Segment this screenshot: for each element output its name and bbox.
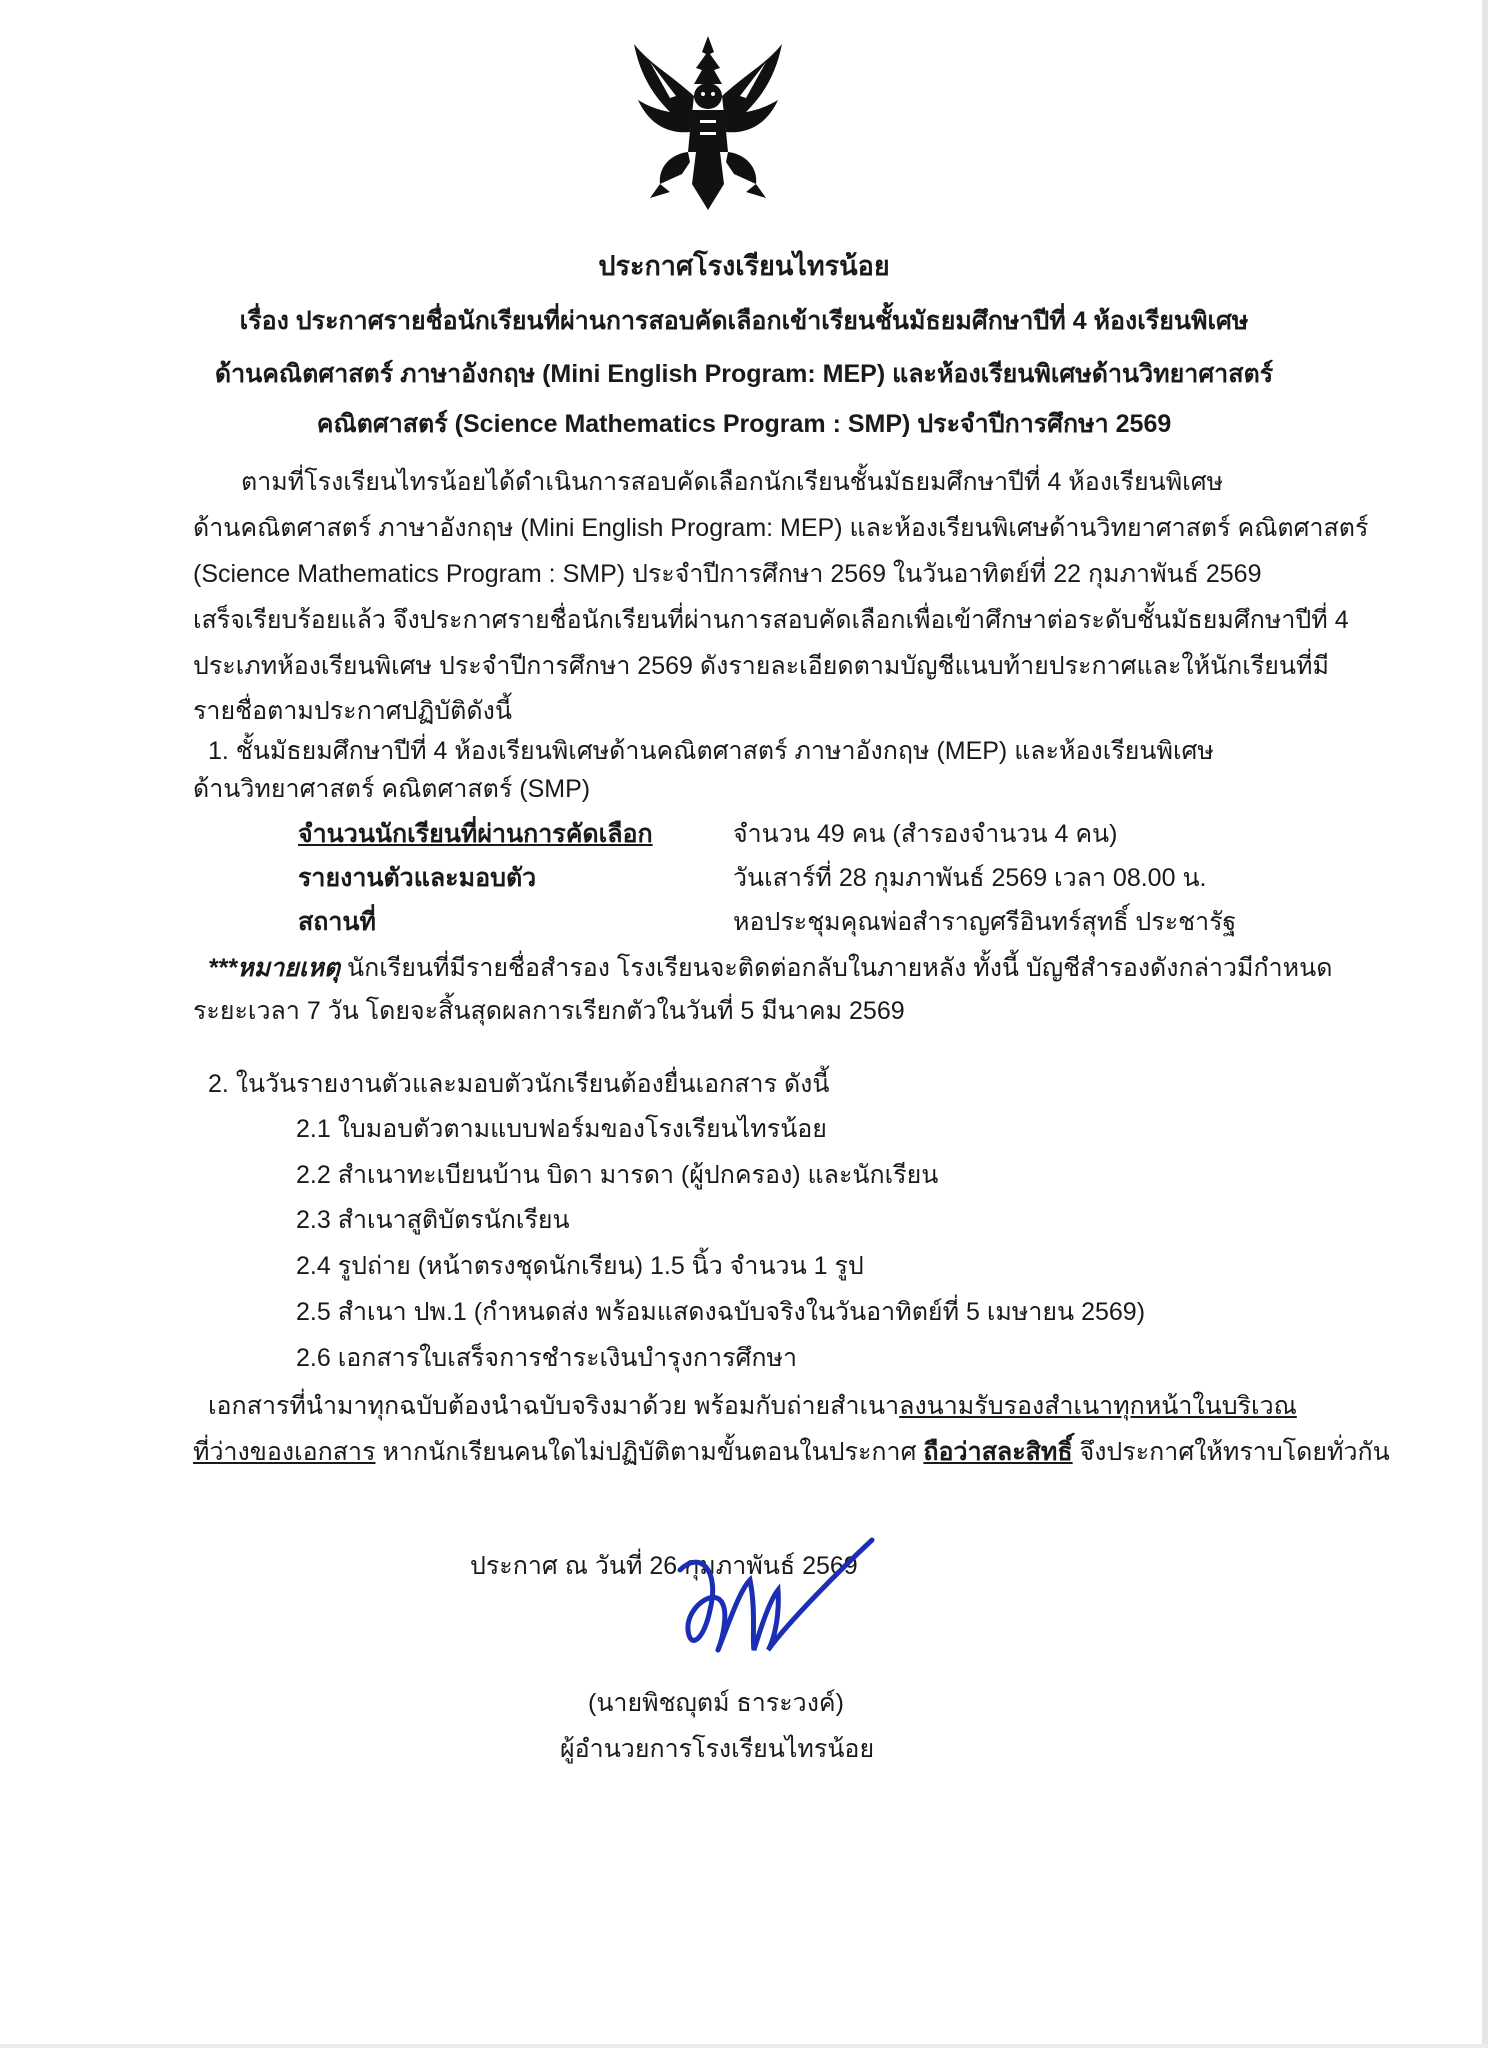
subject-line: เรื่อง ประกาศรายชื่อนักเรียนที่ผ่านการสอบคัดเลือกเข้าเรียนชั้นมัธยมศึกษาปีที่ 4 ห้องเรียนพิเศษ xyxy=(239,307,1249,335)
document-item: 2.2 สำเนาทะเบียนบ้าน บิดา มารดา (ผู้ปกครอง) และนักเรียน xyxy=(296,1161,939,1189)
detail-label: รายงานตัวและมอบตัว xyxy=(298,864,537,892)
intro-line: รายชื่อตามประกาศปฏิบัติดังนี้ xyxy=(193,697,512,725)
closing-bold-underlined: ถือว่าสละสิทธิ์ xyxy=(923,1438,1073,1466)
intro-line: (Science Mathematics Program : SMP) ประจำปีการศึกษา 2569 ในวันอาทิตย์ที่ 22 กุมภาพันธ์ 2569 xyxy=(193,560,1262,588)
document-item: 2.4 รูปถ่าย (หน้าตรงชุดนักเรียน) 1.5 นิ้ว จำนวน 1 รูป xyxy=(296,1252,864,1280)
closing-text: จึงประกาศให้ทราบโดยทั่วกัน xyxy=(1072,1438,1390,1466)
detail-value: วันเสาร์ที่ 28 กุมภาพันธ์ 2569 เวลา 08.00 น. xyxy=(733,864,1207,892)
document-item: 2.1 ใบมอบตัวตามแบบฟอร์มของโรงเรียนไทรน้อย xyxy=(296,1115,827,1143)
closing-line xyxy=(208,1390,1297,1422)
detail-label: สถานที่ xyxy=(298,908,377,936)
detail-value: จำนวน 49 คน (สำรองจำนวน 4 คน) xyxy=(733,820,1118,848)
intro-line: เสร็จเรียบร้อยแล้ว จึงประกาศรายชื่อนักเรียนที่ผ่านการสอบคัดเลือกเพื่อเข้าศึกษาต่อระดับชั้นมัธยมศึกษาปีที่ 4 xyxy=(193,606,1349,634)
closing-underlined: ลงนามรับรองสำเนาทุกหน้าในบริเวณ xyxy=(899,1392,1297,1420)
document-item: 2.6 เอกสารใบเสร็จการชำระเงินบำรุงการศึกษา xyxy=(296,1344,798,1372)
closing-text: หากนักเรียนคนใดไม่ปฏิบัติตามขั้นตอนในประกาศ xyxy=(375,1438,924,1466)
note-prefix: ***หมายเหตุ xyxy=(208,954,341,982)
item1-line: ด้านวิทยาศาสตร์ คณิตศาสตร์ (SMP) xyxy=(193,775,591,803)
document-item: 2.5 สำเนา ปพ.1 (กำหนดส่ง พร้อมแสดงฉบับจริงในวันอาทิตย์ที่ 5 เมษายน 2569) xyxy=(296,1298,1146,1326)
subject-line: ด้านคณิตศาสตร์ ภาษาอังกฤษ (Mini English Program: MEP) และห้องเรียนพิเศษด้านวิทยาศาสตร์ xyxy=(214,360,1274,388)
intro-line: ด้านคณิตศาสตร์ ภาษาอังกฤษ (Mini English Program: MEP) และห้องเรียนพิเศษด้านวิทยาศาสตร์ คณิตศาสตร์ xyxy=(193,514,1369,542)
item1-line: 1. ชั้นมัธยมศึกษาปีที่ 4 ห้องเรียนพิเศษด้านคณิตศาสตร์ ภาษาอังกฤษ (MEP) และห้องเรียนพิเศษ xyxy=(208,737,1214,765)
closing-underlined: ที่ว่างของเอกสาร xyxy=(193,1438,376,1466)
item2-title: 2. ในวันรายงานตัวและมอบตัวนักเรียนต้องยื่นเอกสาร ดังนี้ xyxy=(208,1070,830,1098)
announcement-title: ประกาศโรงเรียนไทรน้อย xyxy=(598,251,890,281)
note-text: นักเรียนที่มีรายชื่อสำรอง โรงเรียนจะติดต่อกลับในภายหลัง ทั้งนี้ บัญชีสำรองดังกล่าวมีกำหนด xyxy=(340,954,1333,982)
intro-line: ตามที่โรงเรียนไทรน้อยได้ดำเนินการสอบคัดเลือกนักเรียนชั้นมัธยมศึกษาปีที่ 4 ห้องเรียนพิเศษ xyxy=(241,468,1224,496)
intro-line: ประเภทห้องเรียนพิเศษ ประจำปีการศึกษา 2569 ดังรายละเอียดตามบัญชีแนบท้ายประกาศและให้นักเรียนที่มี xyxy=(193,652,1329,680)
closing-text: เอกสารที่นำมาทุกฉบับต้องนำฉบับจริงมาด้วย พร้อมกับถ่ายสำเนา xyxy=(208,1392,900,1420)
detail-label: จำนวนนักเรียนที่ผ่านการคัดเลือก xyxy=(298,820,653,848)
closing-line xyxy=(193,1436,1390,1468)
garuda-emblem-icon xyxy=(630,34,786,212)
document-item: 2.3 สำเนาสูติบัตรนักเรียน xyxy=(296,1206,570,1234)
subject-line: คณิตศาสตร์ (Science Mathematics Program : SMP) ประจำปีการศึกษา 2569 xyxy=(316,410,1172,438)
detail-value: หอประชุมคุณพ่อสำราญศรีอินทร์สุทธิ์ ประชารัฐ xyxy=(733,908,1237,936)
signer-name: (นายพิชญุตม์ ธาระวงค์) xyxy=(588,1689,844,1717)
note-line xyxy=(208,952,1332,984)
signature xyxy=(660,1530,890,1680)
signer-title: ผู้อำนวยการโรงเรียนไทรน้อย xyxy=(560,1735,875,1763)
note-line: ระยะเวลา 7 วัน โดยจะสิ้นสุดผลการเรียกตัวในวันที่ 5 มีนาคม 2569 xyxy=(193,997,905,1025)
announcement-date: ประกาศ ณ วันที่ 26 กุมภาพันธ์ 2569 xyxy=(470,1552,858,1580)
scan-edge-bottom xyxy=(0,2044,1488,2048)
